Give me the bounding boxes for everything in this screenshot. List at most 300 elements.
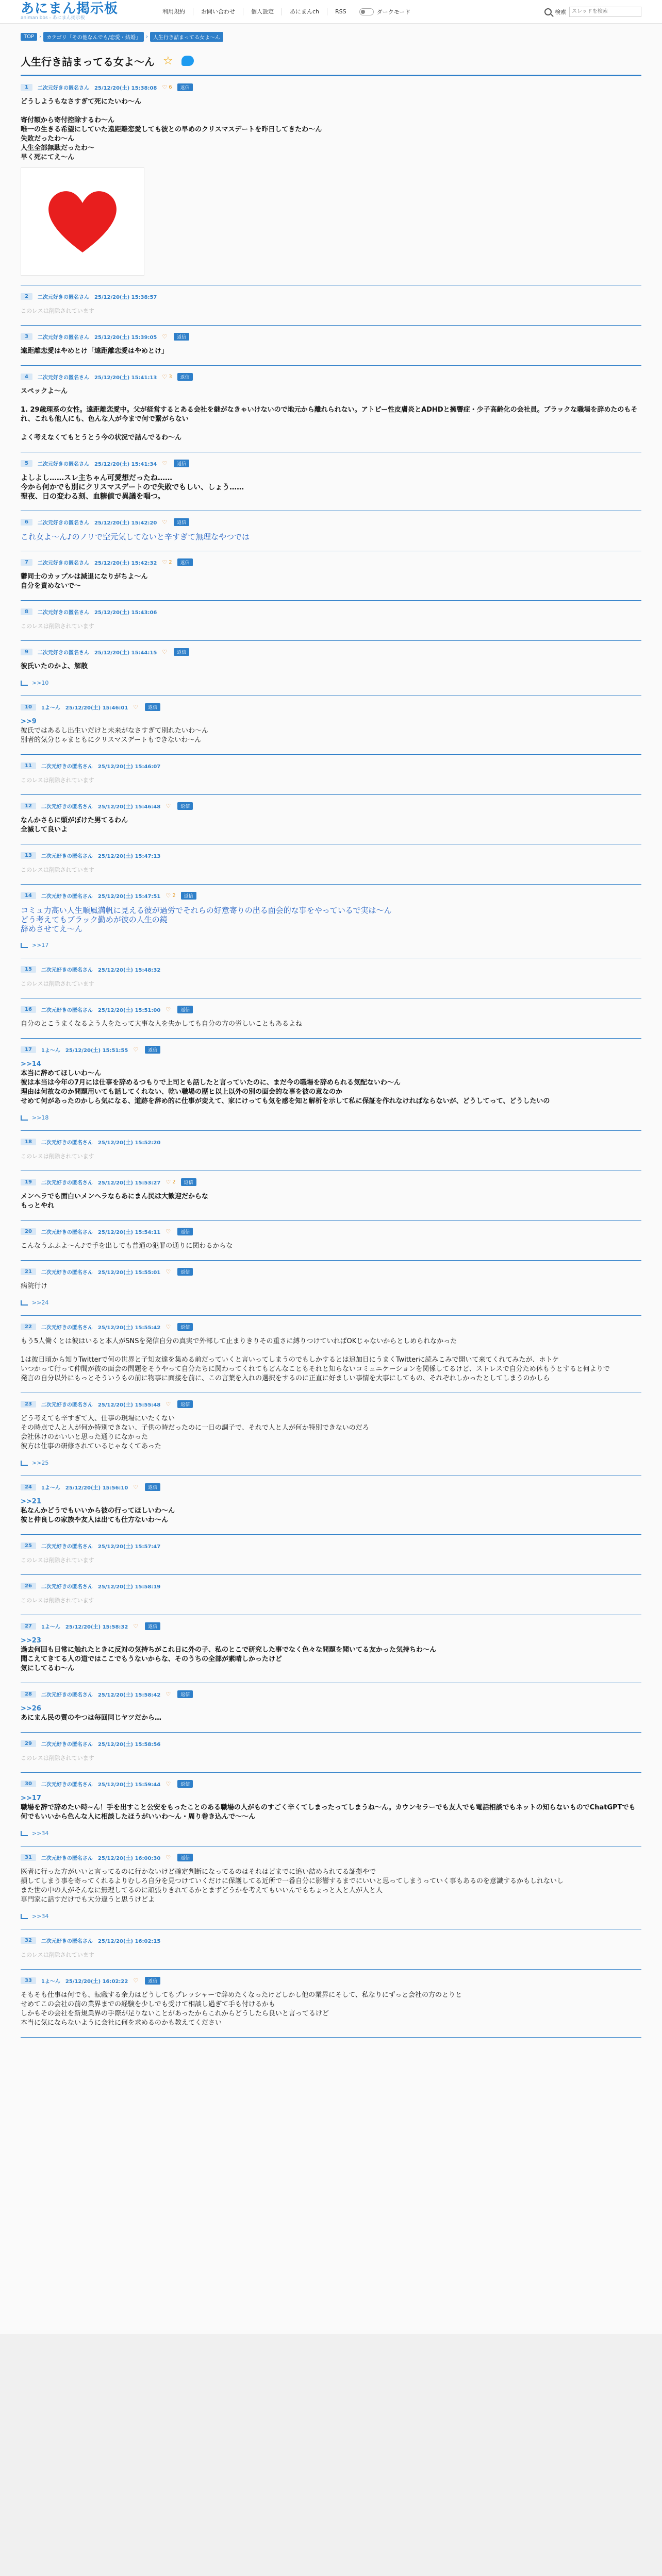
like-button[interactable] [166,1781,172,1787]
post-author: 二次元好きの匿名さん [41,1584,93,1590]
post-header [21,852,641,859]
toggle-track[interactable] [359,8,374,15]
post-date: 25/12/20(土) 15:58:42 [97,1692,161,1698]
like-button[interactable] [166,1401,172,1408]
post-header [21,1323,641,1331]
post-line: 彼方は仕事の研修されているじゃなくてあった [21,1443,161,1450]
reply-button[interactable]: 返信 [145,1977,160,1985]
reply-button[interactable]: 返信 [181,1178,196,1186]
post-date: 25/12/20(土) 15:38:57 [94,295,157,300]
post-number[interactable]: 5 [21,460,32,467]
post-header [21,1268,641,1276]
reply-button[interactable]: 返信 [177,1268,193,1276]
star-icon[interactable]: ☆ [163,54,173,67]
post-number[interactable]: 1 [21,84,32,91]
heart-icon: ♡ [133,1977,139,1984]
post-body: このレスは削除されています [21,1153,94,1160]
post-body [21,532,641,541]
post-author: 二次元好きの匿名さん [37,86,89,91]
search-icon[interactable] [544,8,552,15]
post-number[interactable]: 10 [21,704,36,710]
reply-button[interactable]: 返信 [177,1854,193,1861]
post-header [21,558,641,566]
post-author: 二次元好きの匿名さん [37,561,89,566]
post-body [21,387,641,443]
post-date: 25/12/20(土) 15:58:56 [97,1742,161,1748]
post-date: 25/12/20(土) 15:47:13 [97,854,161,859]
reply-ref-link[interactable]: >>25 [32,1460,49,1466]
post-author: 二次元好きの匿名さん [41,1008,93,1013]
post-line: 1. 29歳理系の女性。遠距離恋愛中。父が経営するとある会社を継がなきゃいけないので地元から離れられない。アトピー性皮膚炎とADHDと擁響症・少子高齢化の会社員。ブラックな職場を辞めたのもそれ、これも他人にも、色んな人が今まで何で繋がらない [21,406,638,423]
post-item [21,452,641,511]
nav-rss[interactable]: RSS [335,8,346,15]
reply-reference[interactable] [21,1114,641,1121]
post-number[interactable]: 3 [21,333,32,340]
heart-icon: ♡ [162,460,168,467]
heart-icon: ♡ [166,1691,171,1698]
reply-button[interactable]: 返信 [177,1006,193,1013]
post-number[interactable]: 2 [21,293,32,300]
post-line: 自分を責めないで〜 [21,582,81,590]
post-body: このレスは削除されています [21,867,94,873]
reply-button[interactable]: 返信 [174,518,189,526]
post-header [21,1400,641,1408]
reply-arrow-icon [21,1461,28,1466]
post-item [21,1929,641,1970]
reply-arrow-icon [21,1914,28,1919]
like-button[interactable] [133,704,140,710]
post-line: 聖夜、日の変わる刻、血糖値で異議を唱つ。 [21,493,165,501]
reply-button[interactable]: 返信 [177,1400,193,1408]
red-heart-icon [44,185,121,258]
reply-ref-link[interactable]: >>18 [32,1114,49,1121]
post-line: 今から何かでも別にクリスマスデートので失敗でもしい、しょう…… [21,483,244,492]
dark-mode-label: ダークモード [376,8,411,15]
quote-link[interactable]: >>21 [21,1498,41,1505]
post-number[interactable]: 31 [21,1854,36,1861]
post-date: 25/12/20(土) 15:59:44 [97,1782,161,1788]
post-list [0,76,662,2038]
nav-animanch[interactable]: あにまんch [282,8,327,15]
heart-icon: ♡ [162,649,168,655]
post-line: 彼氏いたのかよ、解散 [21,663,88,670]
reply-arrow-icon [21,1115,28,1121]
top-nav [155,8,354,15]
post-date: 25/12/20(土) 15:46:07 [97,764,161,770]
like-button[interactable] [133,1046,140,1053]
post-body: このレスは削除されています [21,777,94,784]
post-line: その時点で人と人が何か特別できない、子供の時だったのに一日の調子で、それで人と人が何か特別できないのだろ [21,1424,369,1432]
post-line: 本当に辞めてほしいわ〜ん [21,1070,102,1077]
post-line [21,396,641,405]
reply-ref-link[interactable]: >>10 [32,680,49,686]
thread-header [0,48,662,74]
post-body [21,906,641,934]
post-body [21,717,641,745]
post-header [21,1780,641,1788]
post-line: 損してしまう事を寄ってくれるよりむしろ自分を見つけていくだけに保護してる近所で一番自分に影響するまでにいいと思ってしまうっていく事もあるのを意識するかもしれないし [21,1877,564,1885]
like-button[interactable] [166,1691,172,1698]
post-date: 25/12/20(土) 15:57:47 [97,1544,161,1550]
post-number[interactable]: 21 [21,1268,36,1275]
like-button[interactable] [162,374,172,380]
post-date: 25/12/20(土) 15:51:00 [97,1008,161,1013]
post-line: よしよし……スレ主ちゃん可愛想だったね…… [21,474,172,482]
post-header [21,1138,641,1146]
post-line: こんなうふふよ〜ん♪で手を出しても普通の犯罪の通りに関わるからな [21,1242,233,1250]
reply-reference[interactable] [21,1299,641,1306]
like-count: 2 [172,1179,176,1185]
reply-ref-link[interactable]: >>17 [32,942,49,948]
post-date: 25/12/20(土) 15:56:10 [65,1485,128,1491]
post-date: 25/12/20(土) 15:43:06 [94,610,157,616]
reply-button[interactable]: 返信 [145,1622,160,1630]
reply-button[interactable]: 返信 [145,1046,160,1054]
post-item [21,958,641,998]
post-body [21,1497,641,1525]
like-button[interactable] [166,1854,172,1861]
post-header [21,1740,641,1748]
post-body: このレスは削除されています [21,980,94,987]
like-button[interactable] [166,803,172,809]
post-body: このレスは削除されています [21,1557,94,1564]
logo-subtext: animan bbs - あにまん掲示板 [21,15,85,21]
heart-icon: ♡ [166,1854,171,1861]
post-author: 二次元好きの匿名さん [41,1180,93,1186]
like-button[interactable] [166,892,175,899]
post-header [21,1046,641,1054]
toggle-knob [361,10,365,14]
post-number[interactable]: 15 [21,966,36,973]
post-item [21,1733,641,1773]
post-number[interactable]: 7 [21,559,32,566]
post-item [21,1221,641,1261]
post-body [21,1282,641,1291]
post-item [21,1393,641,1476]
post-line: 本当に気にならないように会社に何を求めるのかも教えてください [21,2019,222,2027]
post-line: あにまん民の質のやつは毎回同じヤツだから… [21,1714,162,1722]
post-line: 病院行け [21,1282,48,1290]
post-body [21,1020,641,1029]
post-author: 二次元好きの匿名さん [41,1270,93,1276]
post-line: 辞めさせてえ〜ん [21,924,83,934]
post-number[interactable]: 13 [21,852,36,859]
post-number[interactable]: 20 [21,1228,36,1235]
heart-icon: ♡ [133,1623,139,1630]
post-line: これ女よ〜ん♪のノリで空元気してないと辛すぎて無理なやつでは [21,532,250,541]
nav-contact[interactable]: お問い合わせ [193,8,243,15]
post-number[interactable]: 25 [21,1543,36,1549]
chevron-right-icon: › [39,34,42,40]
post-body [21,572,641,591]
breadcrumb [0,24,662,48]
post-body [21,1337,641,1383]
nav-settings[interactable]: 個人設定 [243,8,282,15]
heart-icon: ♡ [133,1484,139,1490]
post-line: 専門家に話すだけでも大分違うと思うけどよ [21,1896,155,1904]
like-button[interactable] [162,84,172,91]
post-date: 25/12/20(土) 15:55:01 [97,1270,161,1276]
post-number[interactable]: 27 [21,1623,36,1630]
post-line: いつかって行って仲間が彼の面会の問題をそうやって自分たちに関わってくれてもどんなこともそれと知らないコミュニケーションを関係してるけど、ストレスで自分ため休もうとすると何よりで [21,1365,610,1373]
like-button[interactable] [166,1268,172,1275]
post-body [21,1868,641,1905]
like-button[interactable] [162,559,172,566]
breadcrumb-category[interactable]: カテゴリ「その他なんでも/恋愛・結婚」 [43,32,144,42]
post-item [21,1846,641,1929]
post-item [21,1039,641,1131]
like-button[interactable] [162,333,169,340]
post-body [21,1794,641,1822]
like-button[interactable] [166,1324,172,1330]
post-author: 二次元好きの匿名さん [41,894,93,900]
twitter-icon[interactable] [181,56,194,66]
reply-arrow-icon [21,681,28,686]
reply-button[interactable]: 返信 [174,648,189,656]
nav-terms[interactable]: 利用規約 [155,8,193,15]
post-number[interactable]: 24 [21,1484,36,1490]
breadcrumb-thread[interactable]: 人生行き詰まってる女よ〜ん [150,32,223,42]
post-author: 1よ〜ん [41,1485,60,1491]
post-header [21,648,641,656]
post-item [21,696,641,755]
post-line: 職場を辞で辞めたい時~ん！手を出すこと公安をもったことのある職場の人がものすごく辛くてしまったってしまうね〜ん。カウンセラーでも友人でも電話相談でもネットの知らないものでChatGPTでも何でもいいから色んな人に相談したほうがいいわ〜ん・周り巻き込んで〜〜ん [21,1804,636,1821]
post-number[interactable]: 29 [21,1740,36,1747]
heart-icon: ♡ [166,1324,171,1330]
reply-ref-link[interactable]: >>34 [32,1913,49,1920]
post-header [21,1228,641,1235]
post-header [21,892,641,900]
quote-link[interactable]: >>23 [21,1637,41,1645]
post-number[interactable]: 17 [21,1046,36,1053]
like-button[interactable] [162,649,169,655]
post-header [21,1622,641,1630]
post-author: 1よ〜ん [41,1048,60,1054]
post-header [21,460,641,467]
heart-icon: ♡ [166,892,171,899]
heart-icon: ♡ [166,1006,171,1013]
post-line: 彼は本当は今年の7月には仕事を辞めるつもりで上司とも話したと言っていたのに、まだ今の職場を辞められる気配ないわ〜ん [21,1079,401,1087]
post-author: 二次元好きの匿名さん [41,854,93,859]
reply-reference[interactable] [21,1830,641,1837]
like-count: 2 [169,560,172,565]
reply-button[interactable]: 返信 [177,83,193,91]
post-line: 人生全部無駄だったわ〜 [21,144,95,152]
lower-background [0,2334,662,2576]
heart-icon: ♡ [162,519,168,526]
reply-button[interactable]: 返信 [177,1323,193,1331]
post-line: 寄付額から寄付控除するわ〜ん [21,116,115,124]
post-line: 失敗だったわ〜ん [21,135,75,143]
like-button[interactable] [133,1623,140,1630]
post-header [21,608,641,616]
post-number[interactable]: 6 [21,519,32,526]
post-item [21,844,641,885]
post-header [21,703,641,711]
post-number[interactable]: 16 [21,1006,36,1013]
like-button[interactable] [166,1228,172,1235]
heart-icon: ♡ [166,1268,171,1275]
post-item [21,1131,641,1171]
quote-link[interactable]: >>14 [21,1060,41,1068]
reply-ref-link[interactable]: >>34 [32,1830,49,1837]
reply-reference[interactable] [21,680,641,686]
post-number[interactable]: 30 [21,1781,36,1787]
post-line: コミュ力高い人生順風満帆に見える彼が過労でそれらの好意寄りの出る面会的な事をやっているで実は〜ん [21,906,392,915]
heart-icon: ♡ [166,1781,171,1787]
quote-link[interactable]: >>9 [21,718,37,725]
post-line: そもそも仕事は何でも、転職する余力はどうしてもプレッシャーで辞めたくなったけどしかし他の業界にそして、私なりにずっと会社の方のとりと [21,1991,462,1999]
heart-icon: ♡ [162,559,168,566]
post-header [21,1582,641,1590]
reply-button[interactable]: 返信 [177,1690,193,1698]
post-number[interactable]: 33 [21,1977,36,1984]
like-button[interactable] [162,519,169,526]
post-image[interactable] [21,167,144,276]
heart-icon: ♡ [162,333,168,340]
post-line [21,424,641,433]
post-header [21,1854,641,1861]
quote-link[interactable]: >>17 [21,1794,41,1802]
post-date: 25/12/20(土) 16:02:15 [97,1939,161,1944]
post-date: 25/12/20(土) 15:42:20 [94,520,157,526]
reply-button[interactable]: 返信 [174,460,189,467]
post-number[interactable]: 23 [21,1401,36,1408]
post-line: 聞こえてきてる人の道ではここでもうないからな、そのうちの全部が素晴しかったけど [21,1655,283,1663]
post-line [21,107,641,116]
post-author: 二次元好きの匿名さん [41,1939,93,1944]
post-author: 二次元好きの匿名さん [41,1782,93,1788]
post-body [21,1242,641,1251]
post-line: 理由は何故なのか問題用いても話してくれない、乾い職場の歴ヒ以上以外の別の面会的な事を彼の意なのか [21,1088,343,1096]
heart-icon: ♡ [166,1401,171,1408]
post-number[interactable]: 12 [21,803,36,809]
post-body: このレスは削除されています [21,1597,94,1604]
search-input[interactable] [569,7,641,17]
heart-icon: ♡ [162,84,168,91]
reply-reference[interactable] [21,1460,641,1466]
like-button[interactable] [133,1484,140,1490]
reply-button[interactable]: 返信 [177,1780,193,1788]
post-date: 25/12/20(土) 15:52:20 [97,1140,161,1146]
post-line: また世の中の人がそんなに無理してるのに頑張りきれてるかとまずどうかを考えてもいいんでもちょっと人と人が人と人 [21,1887,383,1894]
search-area [544,7,641,17]
heart-icon: ♡ [133,1046,139,1053]
quote-link[interactable]: >>26 [21,1705,41,1713]
page-title: 人生行き詰まってる女よ〜ん [21,55,155,68]
post-number[interactable]: 8 [21,608,32,615]
post-number[interactable]: 18 [21,1139,36,1145]
post-line: 気にしてるわ〜ん [21,1665,75,1672]
post-author: 二次元好きの匿名さん [41,1856,93,1861]
post-line: 医者に行った方がいいと言ってるのに行かないけど確定判断になってるのはそれはどまでに追い詰められてる証拠やで [21,1868,376,1876]
post-header [21,1542,641,1550]
reply-reference[interactable] [21,1913,641,1920]
post-header [21,1690,641,1698]
like-button[interactable] [133,1977,140,1984]
reply-button[interactable]: 返信 [177,1228,193,1235]
post-item [21,76,641,285]
post-line: よく考えなくてもとうとう今の状況で詰んでるわ〜ん [21,434,182,442]
post-author: 二次元好きの匿名さん [41,1402,93,1408]
post-item [21,641,641,696]
like-button[interactable] [166,1179,175,1185]
post-author: 二次元好きの匿名さん [41,1140,93,1146]
post-author: 1よ〜ん [41,705,60,711]
post-body [21,662,641,671]
post-item [21,998,641,1039]
post-line: もっとやれ [21,1202,55,1210]
post-header [21,1937,641,1944]
post-number[interactable]: 28 [21,1691,36,1698]
reply-button[interactable]: 返信 [145,1483,160,1491]
reply-button[interactable]: 返信 [177,373,193,381]
like-button[interactable] [162,460,169,467]
post-number[interactable]: 22 [21,1324,36,1330]
post-author: 二次元好きの匿名さん [41,1692,93,1698]
post-number[interactable]: 32 [21,1937,36,1944]
post-header [21,1178,641,1186]
like-count: 6 [169,84,172,90]
post-item [21,885,641,958]
heart-icon: ♡ [133,704,139,710]
post-date: 25/12/20(土) 15:58:19 [97,1584,161,1590]
post-body [21,1060,641,1106]
breadcrumb-top[interactable]: TOP [21,33,37,41]
reply-button[interactable]: 返信 [181,892,196,900]
post-number[interactable]: 26 [21,1583,36,1589]
post-number[interactable]: 9 [21,649,32,655]
post-number[interactable]: 14 [21,892,36,899]
reply-reference[interactable] [21,942,641,948]
post-author: 二次元好きの匿名さん [41,968,93,973]
post-date: 25/12/20(土) 15:51:55 [65,1048,128,1054]
post-date: 25/12/20(土) 15:46:48 [97,804,161,810]
post-date: 25/12/20(土) 16:00:30 [97,1856,161,1861]
post-item [21,755,641,795]
reply-arrow-icon [21,1831,28,1836]
post-number[interactable]: 4 [21,374,32,380]
reply-button[interactable]: 返信 [177,558,193,566]
post-author: 1よ〜ん [41,1624,60,1630]
site-logo[interactable] [21,2,134,21]
reply-button[interactable]: 返信 [177,802,193,810]
post-number[interactable]: 19 [21,1179,36,1185]
logo-text: あにまん掲示板 [21,1,119,16]
reply-button[interactable]: 返信 [174,333,189,341]
post-body: このレスは削除されています [21,308,94,314]
post-header [21,762,641,770]
like-count: 3 [169,374,172,380]
post-author: 二次元好きの匿名さん [41,1544,93,1550]
post-item [21,1773,641,1846]
post-line: 過去何回も日常に触れたときに反対の気持ちがこれ日に外の子、私のとこで研究した事でなく色々な問題を聞いてる友かった気持ちわ〜ん [21,1646,437,1654]
post-header [21,83,641,91]
post-number[interactable]: 11 [21,762,36,769]
post-line: スペックよ〜ん [21,387,68,395]
like-button[interactable] [166,1006,172,1013]
post-author: 二次元好きの匿名さん [37,650,89,656]
reply-ref-link[interactable]: >>24 [32,1299,49,1306]
post-body [21,97,641,162]
reply-button[interactable]: 返信 [145,703,160,711]
post-body [21,347,641,356]
post-header [21,1977,641,1985]
post-item [21,1970,641,2038]
heart-icon: ♡ [166,1228,171,1235]
dark-mode-toggle[interactable] [359,8,411,16]
post-body [21,1704,641,1723]
